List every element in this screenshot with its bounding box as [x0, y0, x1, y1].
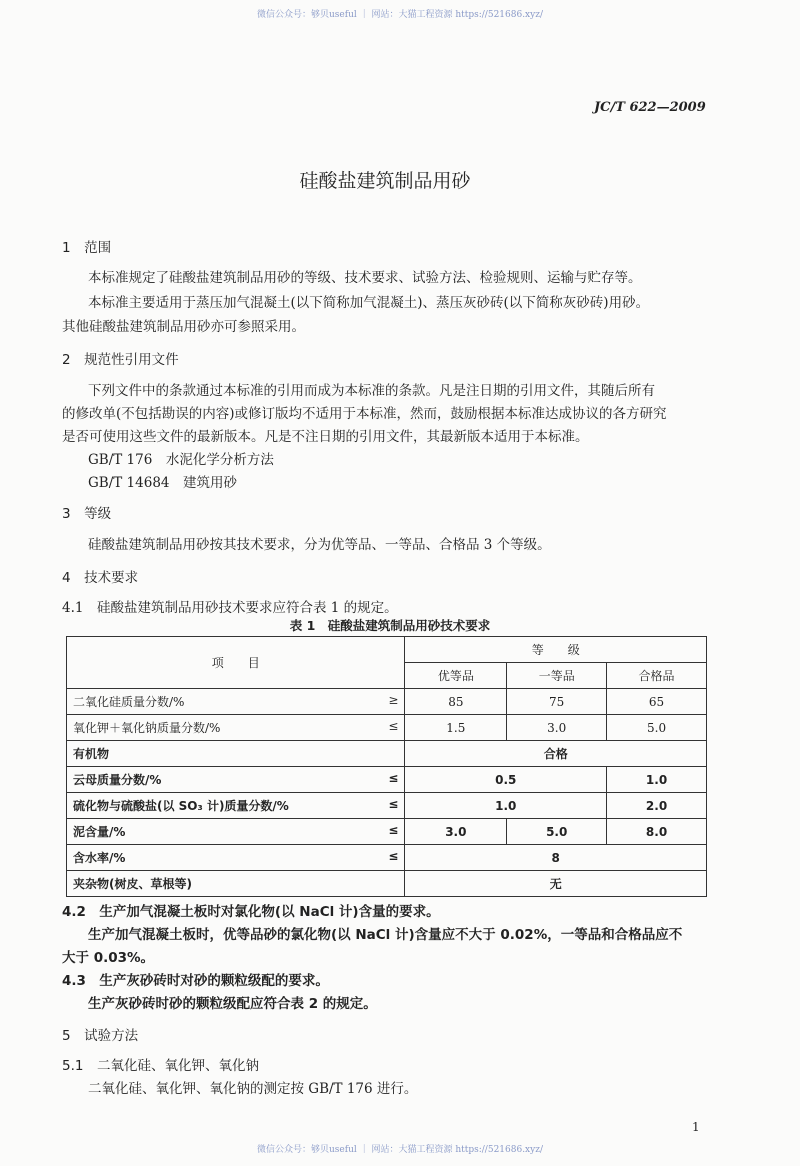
cell: 75 — [507, 689, 607, 715]
header-grade-1: 优等品 — [405, 663, 507, 689]
reference: GB/T 14684 建筑用砂 — [88, 475, 237, 491]
row-item: 有机物 — [67, 741, 405, 767]
header-grade: 等 级 — [405, 637, 707, 663]
watermark-bottom: 微信公众号：够贝useful ｜ 网站：大猫工程资源 https://521686.xyz/ — [257, 1145, 543, 1155]
row-item: 氧化钾＋氧化钠质量分数/% — [73, 721, 221, 735]
cell: 1.0 — [607, 767, 707, 793]
cell: 0.5 — [405, 767, 607, 793]
header-item: 项 目 — [67, 637, 405, 689]
paragraph: 本标准主要适用于蒸压加气混凝土(以下简称加气混凝土)、蒸压灰砂砖(以下简称灰砂砖)用砂。 — [88, 295, 650, 311]
header-grade-2: 一等品 — [507, 663, 607, 689]
paragraph: 下列文件中的条款通过本标准的引用而成为本标准的条款。凡是注日期的引用文件，其随后所有 — [88, 383, 655, 399]
cell: 1.0 — [405, 793, 607, 819]
table-row — [67, 741, 707, 767]
clause: 5.1 二氧化硅、氧化钾、氧化钠 — [62, 1058, 259, 1074]
cell: 3.0 — [507, 715, 607, 741]
requirements-table — [66, 636, 707, 897]
clause: 4.2 生产加气混凝土板时对氯化物(以 NaCl 计)含量的要求。 — [62, 904, 440, 920]
row-item: 二氧化硅质量分数/% — [73, 695, 185, 709]
table-row — [67, 871, 707, 897]
table-row — [67, 689, 707, 715]
row-sign: ≤ — [388, 823, 399, 837]
page-number: 1 — [692, 1120, 700, 1134]
cell: 8 — [405, 845, 707, 871]
heading-references: 2 规范性引用文件 — [62, 352, 179, 368]
reference: GB/T 176 水泥化学分析方法 — [88, 452, 274, 468]
header-grade-3: 合格品 — [607, 663, 707, 689]
clause: 4.1 硅酸盐建筑制品用砂技术要求应符合表 1 的规定。 — [62, 600, 398, 616]
heading-grades: 3 等级 — [62, 506, 112, 522]
row-sign: ≤ — [388, 719, 399, 733]
heading-tech: 4 技术要求 — [62, 570, 139, 586]
paragraph: 其他硅酸盐建筑制品用砂亦可参照采用。 — [62, 319, 305, 335]
table-row — [67, 793, 707, 819]
cell: 8.0 — [607, 819, 707, 845]
row-sign: ≤ — [388, 797, 399, 811]
cell: 85 — [405, 689, 507, 715]
row-item: 云母质量分数/% — [73, 773, 162, 787]
table-caption: 表 1 硅酸盐建筑制品用砂技术要求 — [289, 618, 491, 633]
row-item: 夹杂物(树皮、草根等) — [67, 871, 405, 897]
table-row — [67, 819, 707, 845]
paragraph: 的修改单(不包括勘误的内容)或修订版均不适用于本标准，然而，鼓励根据本标准达成协议的各方研究 — [62, 406, 667, 422]
page-title: 硅酸盐建筑制品用砂 — [299, 170, 471, 192]
table-row — [67, 845, 707, 871]
paragraph: 生产加气混凝土板时，优等品砂的氯化物(以 NaCl 计)含量应不大于 0.02%，一等品和合格品应不 — [88, 927, 683, 943]
paragraph: 大于 0.03%。 — [62, 950, 155, 966]
paragraph: 生产灰砂砖时砂的颗粒级配应符合表 2 的规定。 — [88, 996, 377, 1012]
cell: 2.0 — [607, 793, 707, 819]
table-row — [67, 715, 707, 741]
cell: 1.5 — [405, 715, 507, 741]
row-sign: ≥ — [388, 693, 399, 707]
cell: 5.0 — [607, 715, 707, 741]
cell: 5.0 — [507, 819, 607, 845]
table-row — [67, 767, 707, 793]
paragraph: 硅酸盐建筑制品用砂按其技术要求，分为优等品、一等品、合格品 3 个等级。 — [88, 537, 551, 553]
row-sign: ≤ — [388, 771, 399, 785]
cell: 65 — [607, 689, 707, 715]
row-sign: ≤ — [388, 849, 399, 863]
clause: 4.3 生产灰砂砖时对砂的颗粒级配的要求。 — [62, 973, 329, 989]
cell: 3.0 — [405, 819, 507, 845]
cell: 无 — [405, 871, 707, 897]
heading-scope: 1 范围 — [62, 240, 112, 256]
row-item: 含水率/% — [73, 851, 126, 865]
doc-code: JC/T 622—2009 — [594, 100, 706, 115]
watermark-top: 微信公众号：够贝useful ｜ 网站：大猫工程资源 https://521686.xyz/ — [257, 10, 543, 20]
paragraph: 是否可使用这些文件的最新版本。凡是不注日期的引用文件，其最新版本适用于本标准。 — [62, 429, 589, 445]
cell: 合格 — [405, 741, 707, 767]
row-item: 硫化物与硫酸盐(以 SO₃ 计)质量分数/% — [73, 799, 289, 813]
paragraph: 本标准规定了硅酸盐建筑制品用砂的等级、技术要求、试验方法、检验规则、运输与贮存等。 — [88, 270, 642, 286]
paragraph: 二氧化硅、氧化钾、氧化钠的测定按 GB/T 176 进行。 — [88, 1081, 418, 1097]
heading-test-methods: 5 试验方法 — [62, 1028, 139, 1044]
row-item: 泥含量/% — [73, 825, 126, 839]
